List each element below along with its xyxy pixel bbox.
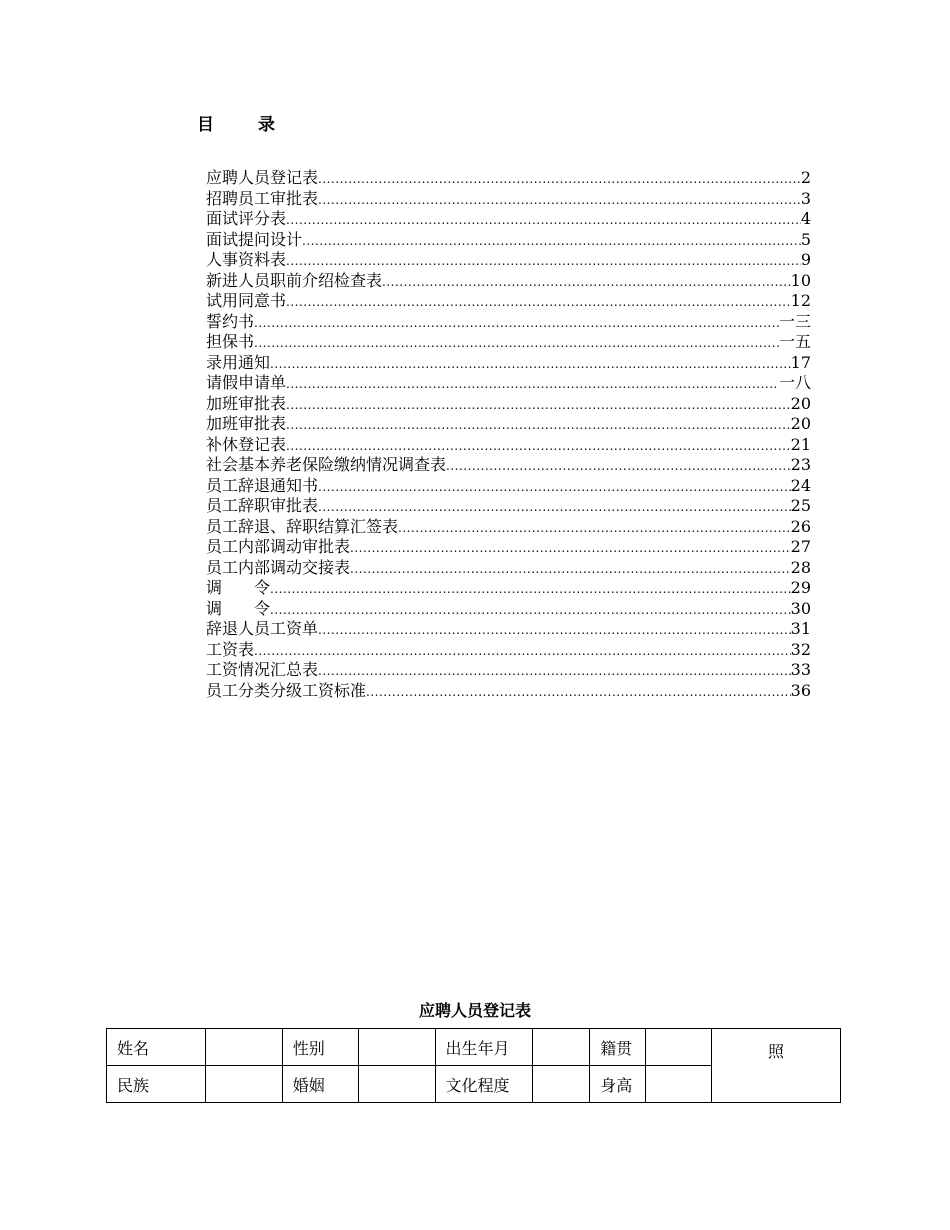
toc-leader-dots	[286, 415, 791, 436]
toc-entry-page: 21	[790, 434, 811, 454]
toc-entry[interactable]	[206, 373, 811, 394]
registration-table	[106, 1028, 841, 1103]
toc-entry-label: 辞退人员工资单	[206, 619, 319, 638]
toc-entry-label: 应聘人员登记表	[206, 168, 319, 187]
toc-entry-page: 17	[790, 352, 811, 372]
toc-entry[interactable]	[206, 353, 811, 374]
toc-leader-dots	[318, 477, 791, 498]
toc-entry[interactable]	[206, 271, 811, 292]
toc-entry-label: 人事资料表	[206, 250, 287, 269]
toc-leader-dots	[318, 497, 791, 518]
toc-entry[interactable]	[206, 517, 811, 538]
toc-entry-page: 26	[790, 516, 811, 536]
toc-leader-dots	[254, 641, 791, 662]
toc-entry[interactable]	[206, 291, 811, 312]
toc-entry[interactable]	[206, 455, 811, 476]
toc-leader-dots	[286, 210, 801, 231]
toc-entry-page: 一三	[778, 311, 811, 331]
marital-status-label: 婚姻	[282, 1066, 358, 1103]
toc-entry-page: 12	[790, 291, 811, 310]
toc-entry-label: 面试评分表	[206, 209, 287, 228]
toc-entry[interactable]	[206, 537, 811, 558]
toc-entry-label: 加班审批表	[206, 393, 287, 413]
toc-leader-dots	[286, 436, 791, 457]
gender-label: 性别	[282, 1029, 358, 1066]
toc-leader-dots	[286, 292, 791, 313]
toc-entry[interactable]	[206, 250, 811, 271]
toc-entry-page: 一五	[778, 332, 811, 351]
form-title: 应聘人员登记表	[418, 1001, 531, 1020]
toc-leader-dots	[318, 169, 801, 190]
toc-leader-dots	[270, 579, 791, 600]
toc-leader-dots	[318, 661, 791, 682]
toc-leader-dots	[270, 354, 791, 375]
toc-entry-page: 24	[790, 475, 811, 495]
toc-entry-page: 29	[790, 578, 811, 597]
toc-entry-page: 33	[790, 660, 811, 679]
toc-leader-dots	[286, 395, 791, 416]
toc-title-right: 录	[258, 115, 275, 135]
toc-leader-dots	[318, 190, 801, 211]
toc-entry-page: 20	[790, 414, 811, 433]
toc-entry-page: 32	[790, 639, 811, 659]
toc-entry-label: 社会基本养老保险缴纳情况调查表	[206, 455, 447, 474]
toc-entry-page: 20	[790, 393, 811, 413]
toc-entry-page: 一八	[778, 373, 811, 392]
toc-entry-label: 担保书	[206, 332, 255, 351]
toc-leader-dots	[286, 374, 779, 395]
toc-leader-dots	[254, 313, 779, 334]
toc-entry-page: 27	[790, 537, 811, 556]
toc-leader-dots	[254, 333, 779, 354]
toc-entry[interactable]	[206, 660, 811, 681]
table-row	[107, 1029, 841, 1066]
toc-entry-page: 31	[790, 619, 811, 638]
toc-entry[interactable]	[206, 414, 811, 435]
photo-cell: 照	[712, 1029, 841, 1103]
name-label: 姓名	[107, 1029, 206, 1066]
toc-entry-page: 4	[800, 209, 811, 228]
toc-leader-dots	[270, 600, 791, 621]
toc-entry-label: 员工辞职审批表	[206, 496, 319, 515]
toc-entry-label: 工资表	[206, 639, 255, 659]
toc-leader-dots	[350, 538, 791, 559]
native-place-label: 籍贯	[590, 1029, 646, 1066]
toc-entry[interactable]	[206, 476, 811, 497]
toc-entry-page: 30	[790, 598, 811, 618]
toc-leader-dots	[318, 620, 791, 641]
toc-entry[interactable]	[206, 619, 811, 640]
toc-entry-label: 新进人员职前介绍检查表	[206, 270, 383, 290]
toc-leader-dots	[366, 682, 791, 703]
toc-entry-page: 5	[800, 229, 811, 249]
toc-entry[interactable]	[206, 435, 811, 456]
marital-status-value-cell[interactable]	[358, 1066, 435, 1103]
toc-entry-label: 加班审批表	[206, 414, 287, 433]
height-label: 身高	[590, 1066, 646, 1103]
toc-entry-label: 补休登记表	[206, 434, 287, 454]
name-value-cell[interactable]	[205, 1029, 282, 1066]
toc-entry-page: 3	[800, 188, 811, 208]
toc-entry-page: 23	[790, 455, 811, 474]
toc-entry[interactable]	[206, 578, 811, 599]
toc-entry[interactable]	[206, 599, 811, 620]
table-of-contents	[206, 168, 811, 701]
toc-entry[interactable]	[206, 558, 811, 579]
ethnicity-value-cell[interactable]	[205, 1066, 282, 1103]
toc-entry[interactable]	[206, 681, 811, 702]
toc-entry-page: 25	[790, 496, 811, 515]
toc-entry-page: 10	[790, 270, 811, 290]
toc-entry-label: 员工内部调动审批表	[206, 537, 351, 556]
toc-entry-label: 招聘员工审批表	[206, 188, 319, 208]
birth-date-label: 出生年月	[435, 1029, 533, 1066]
gender-value-cell[interactable]	[358, 1029, 435, 1066]
height-value-cell[interactable]	[646, 1066, 712, 1103]
toc-entry[interactable]	[206, 332, 811, 353]
toc-title	[197, 110, 275, 135]
toc-leader-dots	[302, 231, 801, 252]
toc-entry-label: 调 令	[206, 578, 271, 597]
toc-entry[interactable]	[206, 312, 811, 333]
toc-entry[interactable]	[206, 168, 811, 189]
toc-entry-label: 誓约书	[206, 311, 255, 331]
toc-entry-page: 36	[790, 680, 811, 700]
education-value-cell[interactable]	[533, 1066, 590, 1103]
toc-entry-page: 2	[800, 168, 811, 187]
toc-entry[interactable]	[206, 209, 811, 230]
toc-entry-label: 录用通知	[206, 352, 271, 372]
toc-entry-label: 工资情况汇总表	[206, 660, 319, 679]
toc-entry-label: 员工辞退通知书	[206, 475, 319, 495]
toc-entry-label: 调 令	[206, 598, 271, 618]
toc-entry-label: 员工分类分级工资标准	[206, 680, 367, 700]
toc-entry[interactable]	[206, 496, 811, 517]
toc-title-left: 目	[197, 115, 214, 135]
ethnicity-label: 民族	[107, 1066, 206, 1103]
toc-entry[interactable]	[206, 230, 811, 251]
toc-entry-page: 9	[800, 250, 811, 269]
toc-leader-dots	[446, 456, 791, 477]
toc-entry[interactable]	[206, 189, 811, 210]
toc-entry-label: 请假申请单	[206, 373, 287, 392]
education-label: 文化程度	[435, 1066, 533, 1103]
toc-entry-label: 员工辞退、辞职结算汇签表	[206, 516, 399, 536]
toc-leader-dots	[350, 559, 791, 580]
toc-leader-dots	[398, 518, 791, 539]
native-place-value-cell[interactable]	[646, 1029, 712, 1066]
toc-entry[interactable]	[206, 640, 811, 661]
toc-leader-dots	[286, 251, 801, 272]
toc-entry-label: 面试提问设计	[206, 229, 303, 249]
toc-leader-dots	[382, 272, 791, 293]
toc-entry-label: 试用同意书	[206, 291, 287, 310]
toc-entry-label: 员工内部调动交接表	[206, 557, 351, 577]
toc-entry-page: 28	[790, 557, 811, 577]
birth-date-value-cell[interactable]	[533, 1029, 590, 1066]
toc-entry[interactable]	[206, 394, 811, 415]
